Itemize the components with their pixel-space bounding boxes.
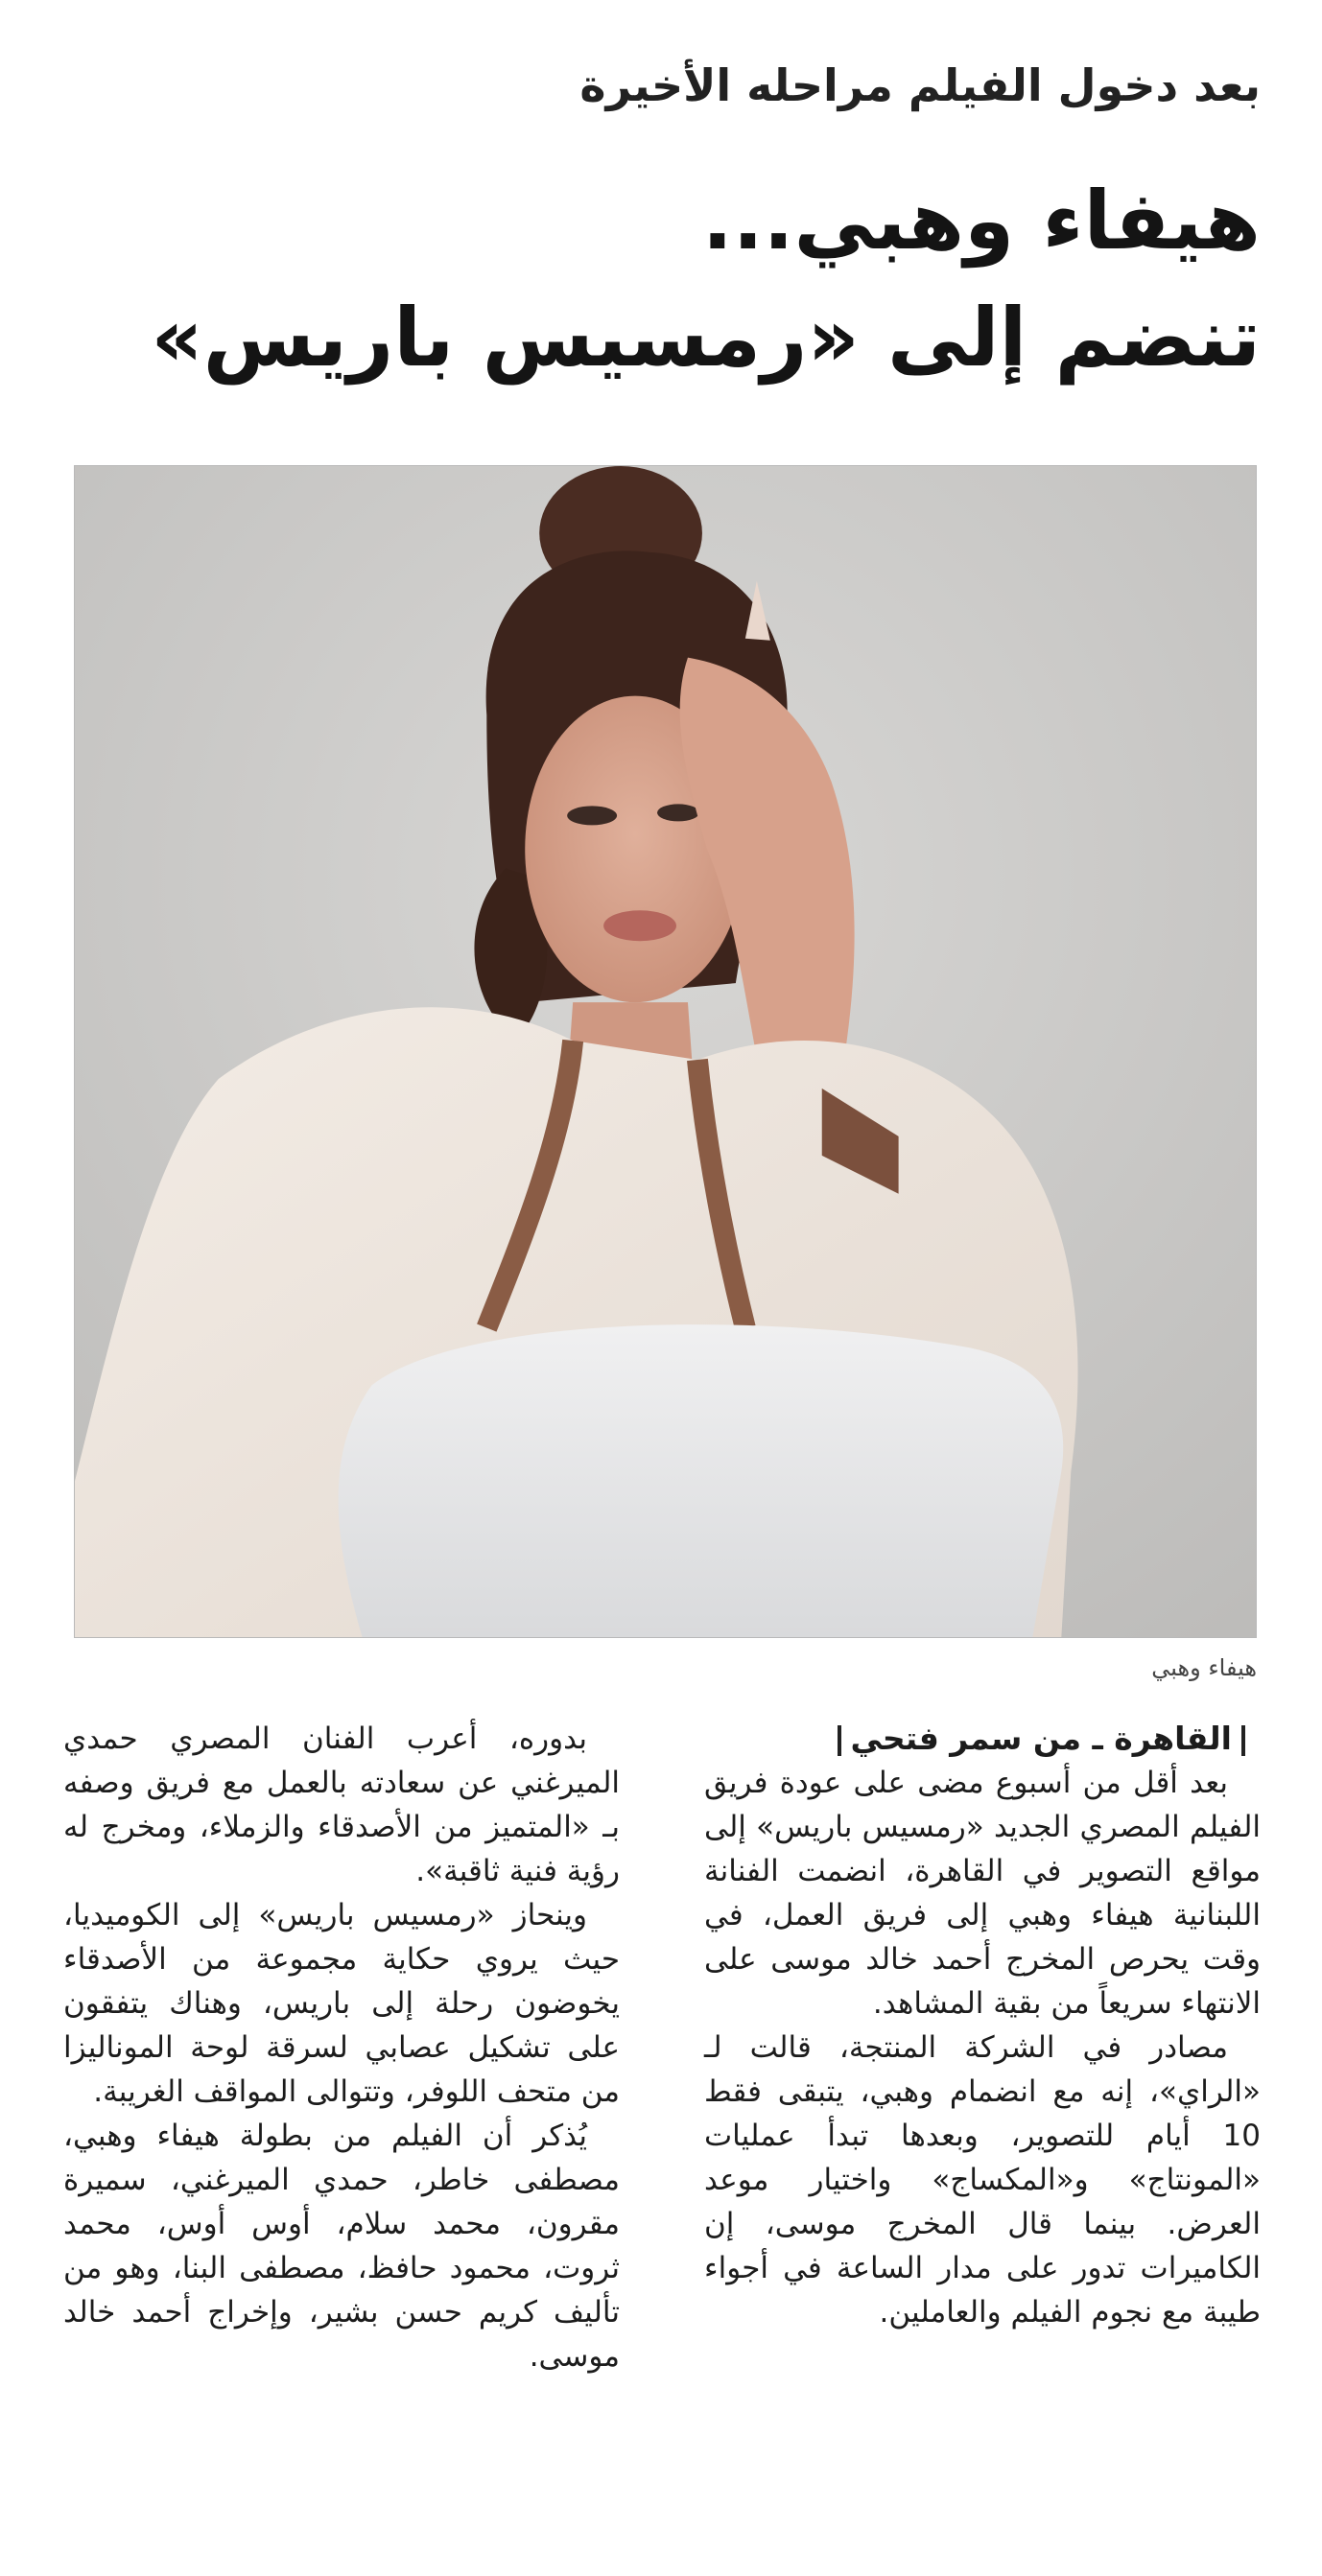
article-byline xyxy=(704,1717,1261,1761)
photo-caption: هيفاء وهبي xyxy=(1151,1654,1257,1681)
byline-divider xyxy=(838,1725,841,1756)
article-photo xyxy=(74,465,1257,1638)
article-headline xyxy=(61,163,1261,397)
article-column-right xyxy=(704,1717,1261,2334)
portrait-illustration xyxy=(75,466,1256,1637)
headline-line-1: هيفاء وهبي... xyxy=(701,174,1261,268)
article-body xyxy=(63,1717,1261,2532)
paragraph: بعد أقل من أسبوع مضى على عودة فريق الفيلم المصري الجديد «رمسيس باريس» إلى مواقع التصوير في القاهرة، انضمت الفنانة اللبنانية هيفاء وهبي إلى فريق العمل، في وقت يحرص المخرج أحمد خالد موسى على الانتهاء سريعاً من بقية المشاهد. xyxy=(704,1766,1261,2021)
byline-divider xyxy=(1241,1725,1245,1756)
paragraph: يُذكر أن الفيلم من بطولة هيفاء وهبي، مصطفى خاطر، حمدي الميرغني، سميرة مقرون، محمد سلام، أوس أوس، محمد ثروت، محمود حافظ، مصطفى البنا، وهو من تأليف كريم حسن بشير، وإخراج أحمد خالد موسى. xyxy=(63,2119,620,2374)
paragraph: وينحاز «رمسيس باريس» إلى الكوميديا، حيث يروي حكاية مجموعة من الأصدقاء يخوضون رحلة إلى باريس، وهناك يتفقون على تشكيل عصابي لسرقة لوحة الموناليزا من متحف اللوفر، وتتوالى المواقف الغريبة. xyxy=(63,1898,620,2109)
article-kicker: بعد دخول الفيلم مراحله الأخيرة xyxy=(579,59,1261,111)
headline-line-2: تنضم إلى «رمسيس باريس» xyxy=(151,290,1261,385)
article-column-left xyxy=(63,1717,620,2378)
paragraph: بدوره، أعرب الفنان المصري حمدي الميرغني عن سعادته بالعمل مع فريق وصفه بـ «المتميز من الأصدقاء والزملاء، ومخرج له رؤية فنية ثاقبة». xyxy=(63,1721,620,1888)
byline-text: القاهرة ـ من سمر فتحي xyxy=(850,1720,1232,1757)
paragraph: مصادر في الشركة المنتجة، قالت لـ «الراي»، إنه مع انضمام وهبي، يتبقى فقط 10 أيام للتصوير، وبعدها تبدأ عمليات «المونتاج» و«المكساج» واختيار موعد العرض. بينما قال المخرج موسى، إن الكاميرات تدور على مدار الساعة في أجواء طيبة مع نجوم الفيلم والعاملين. xyxy=(704,2030,1261,2330)
